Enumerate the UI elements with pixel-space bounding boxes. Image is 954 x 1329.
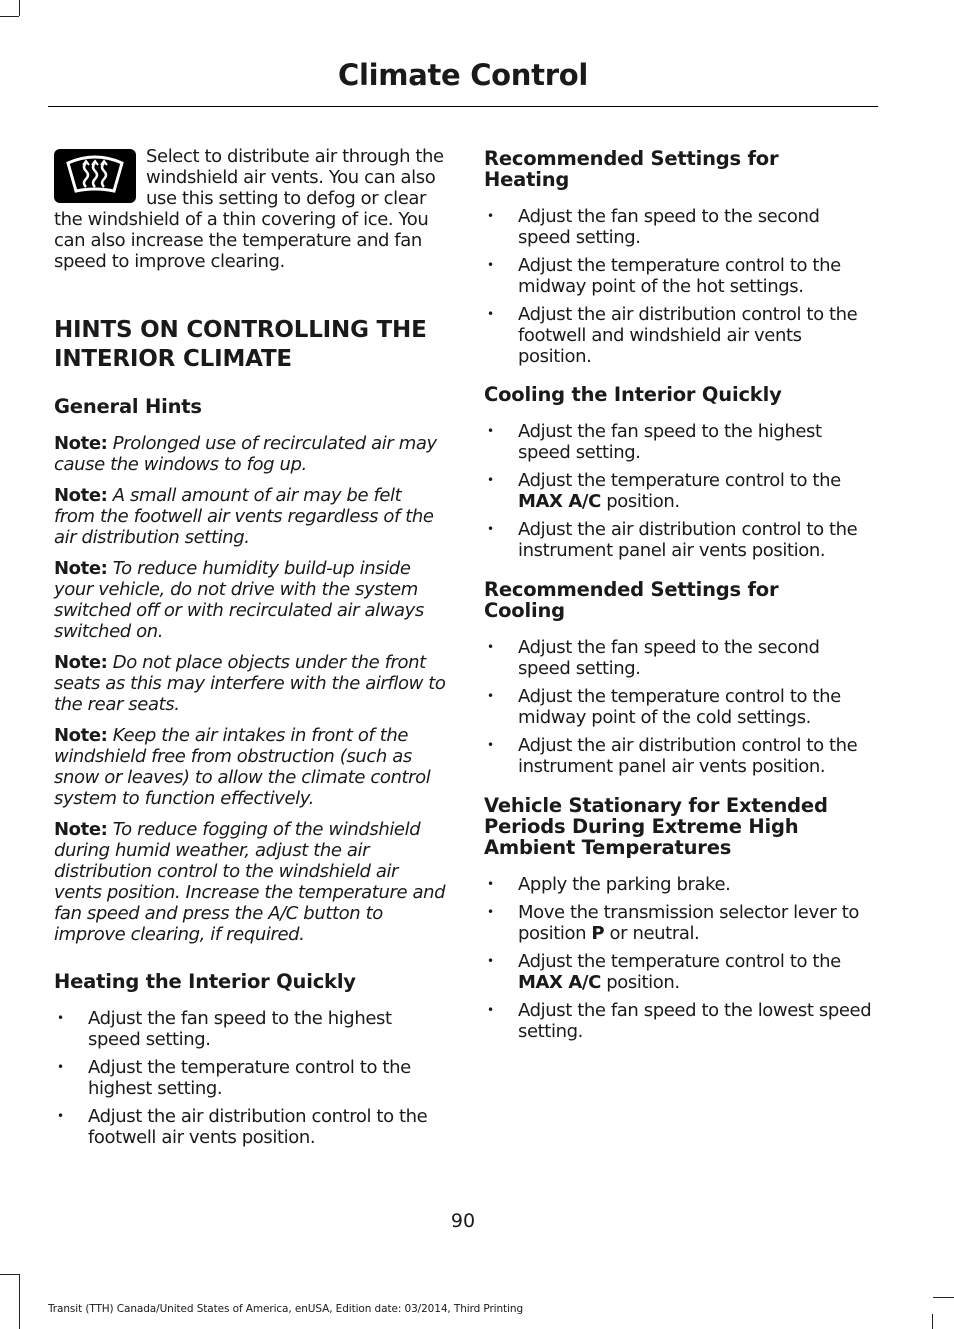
item-text: position. (600, 491, 680, 512)
item-text: Adjust the temperature control to the (518, 470, 841, 491)
cooling-quickly-list (484, 421, 876, 561)
stationary-heading (484, 795, 876, 858)
crop-mark (19, 1274, 20, 1329)
rec-heating-heading (484, 148, 876, 190)
intro-text: Select to distribute air through the windshield air vents. You can also use this setting to defog or clear the windshield of a thin covering of ice. You can also increase the temperature and fan speed to improve clearing. (54, 146, 444, 272)
list-item: • Adjust the air distribution control to the instrument panel air vents position. (484, 735, 876, 777)
note (54, 485, 446, 548)
note-text: To reduce humidity build-up inside your vehicle, do not drive with the system switched off or with recirculated air always switched on. (54, 558, 424, 642)
heading-line: Recommended Settings for (484, 578, 779, 601)
list-item (484, 951, 876, 993)
list-item: • Adjust the fan speed to the lowest speed setting. (484, 1000, 876, 1042)
item-text: position. (600, 972, 680, 993)
note (54, 433, 446, 475)
note-label: Note: (54, 725, 108, 746)
crop-mark (0, 1274, 19, 1275)
note-label: Note: (54, 819, 108, 840)
list-item (484, 470, 876, 512)
section-heading-line: HINTS ON CONTROLLING THE (54, 317, 427, 343)
rec-cooling-list (484, 637, 876, 777)
intro-block (54, 146, 446, 272)
left-column (54, 146, 446, 1148)
item-text: Adjust the temperature control to the (518, 951, 841, 972)
crop-mark (0, 16, 19, 17)
list-item: • Adjust the fan speed to the second speed setting. (484, 206, 876, 248)
heading-line: Heating (484, 168, 570, 191)
note (54, 558, 446, 642)
note (54, 652, 446, 715)
rec-heating-list (484, 206, 876, 367)
note-text: Prolonged use of recirculated air may cause the windows to fog up. (54, 433, 437, 475)
heating-quickly-list (54, 1008, 446, 1148)
edition-footer: Transit (TTH) Canada/United States of America, enUSA, Edition date: 03/2014, Third Printing (48, 1303, 524, 1315)
list-item: • Adjust the temperature control to the highest setting. (54, 1057, 446, 1099)
list-item: • Adjust the fan speed to the second speed setting. (484, 637, 876, 679)
heading-line: Cooling (484, 599, 565, 622)
right-column (484, 146, 876, 1042)
note-text: To reduce fogging of the windshield during humid weather, adjust the air distribution control to the windshield air vents position. Increase the temperature and fan speed and press the A/C button to improve clearing, if required. (54, 819, 446, 945)
item-text: Move the transmission selector lever to position (518, 902, 859, 944)
list-item: • Adjust the fan speed to the highest speed setting. (484, 421, 876, 463)
max-ac-label: MAX A/C (518, 972, 601, 993)
max-ac-label: MAX A/C (518, 491, 601, 512)
windshield-defrost-icon (54, 149, 136, 203)
note-text: Do not place objects under the front seats as this may interfere with the airflow to the rear seats. (54, 652, 446, 715)
heating-quickly-heading: Heating the Interior Quickly (54, 970, 356, 993)
notes-list (54, 433, 446, 945)
general-hints-heading: General Hints (54, 395, 202, 418)
list-item: • Adjust the temperature control to the midway point of the hot settings. (484, 255, 876, 297)
item-text: or neutral. (604, 923, 700, 944)
page-number: 90 (450, 1210, 476, 1232)
list-item: • Adjust the fan speed to the highest speed setting. (54, 1008, 446, 1050)
note (54, 725, 446, 809)
page-title: Climate Control (338, 58, 588, 92)
crop-mark (932, 1314, 933, 1329)
crop-mark (933, 1297, 954, 1298)
section-heading-line: INTERIOR CLIMATE (54, 346, 292, 372)
stationary-list (484, 874, 876, 1042)
list-item: • Adjust the air distribution control to the footwell air vents position. (54, 1106, 446, 1148)
note-label: Note: (54, 433, 108, 454)
list-item: • Apply the parking brake. (484, 874, 876, 895)
cooling-quickly-heading: Cooling the Interior Quickly (484, 383, 782, 406)
list-item: • Adjust the air distribution control to the instrument panel air vents position. (484, 519, 876, 561)
heading-line: Periods During Extreme High (484, 815, 799, 838)
note-label: Note: (54, 485, 108, 506)
crop-mark (19, 0, 20, 16)
rec-cooling-heading (484, 579, 876, 621)
list-item: • Adjust the temperature control to the midway point of the cold settings. (484, 686, 876, 728)
note-text: Keep the air intakes in front of the windshield free from obstruction (such as snow or leaves) to allow the climate control system to function effectively. (54, 725, 431, 809)
list-item (484, 902, 876, 944)
note (54, 819, 446, 945)
heading-line: Recommended Settings for (484, 147, 779, 170)
note-label: Note: (54, 558, 108, 579)
list-item: • Adjust the air distribution control to the footwell and windshield air vents position. (484, 304, 876, 367)
note-label: Note: (54, 652, 108, 673)
note-text: A small amount of air may be felt from the footwell air vents regardless of the air distribution setting. (54, 485, 434, 548)
heading-line: Vehicle Stationary for Extended (484, 794, 828, 817)
park-position-label: P (591, 923, 605, 944)
title-divider (48, 106, 878, 107)
heading-line: Ambient Temperatures (484, 836, 732, 859)
section-heading (54, 316, 446, 374)
